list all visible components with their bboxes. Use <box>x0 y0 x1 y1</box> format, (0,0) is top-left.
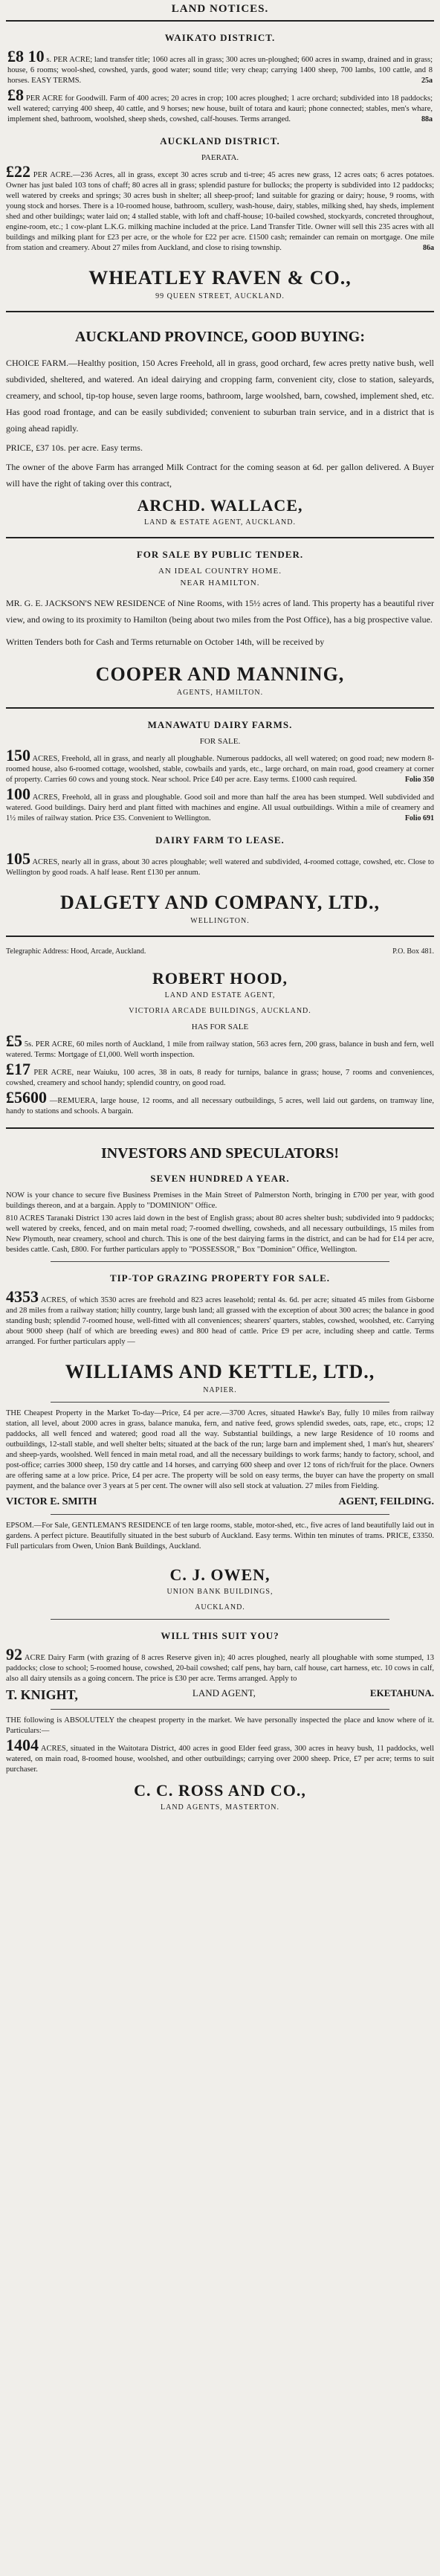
manawatu-subheading: FOR SALE. <box>199 737 241 746</box>
ad-acres: 150 <box>6 746 30 764</box>
hood-sub1: LAND AND ESTATE AGENT, <box>164 991 276 999</box>
ad-ref: Folio 691 <box>404 814 434 822</box>
hood-contact-row <box>6 947 434 956</box>
ad-price: £17 <box>6 1060 30 1078</box>
ad-paragraph <box>7 88 433 125</box>
ad-ref: 86a <box>423 244 434 252</box>
knight-agent-row <box>6 1687 434 1703</box>
ad-text: —REMUERA, large house, 12 rooms, and all necessary outbuildings, 5 acres, well laid out gardens, on tramway line, handy to stations and schools. A bargain. <box>6 1097 435 1115</box>
firm-sub-ross: LAND AGENTS, MASTERTON. <box>161 1803 279 1812</box>
ad-text: PER ACRE.—236 Acres, all in grass, except 30 acres scrub and ti-tree; 45 acres new grass, 12 acres oats; 6 acres potatoes. Owner has just baled 103 tons of chaff; 80 acres all in grass; splendid pasture for bullocks; the property is subdivided into 12 paddocks; well watered by creeks and springs; 30 acres bush in shelter; all sheep-proof; land suitable for grazing or dairy; house, 9 rooms, with young stock and horses. There is a 10-roomed house, bathroom, scullery, wash-house, dairy, stables, milking shed, hay sheds, implement shed and other buildings; water laid on; 4 stalled stable, with loft and chaff-house; 10-bailed cowshed, stockyards, concreted throughout, engine-room, etc.; 1 cow-plant L.K.G. milking machine included at the price. Land Transfer Title. Owner will sell this 235 acres with all buildings and milking plant for £23 per acre, or the whole for £22 per acre. £1500 cash; remainder can remain on mortgage. One mile from station and creamery. About 27 miles from Auckland, and close to rising township. <box>6 171 435 252</box>
firm-sub-williams: NAPIER. <box>203 1386 237 1394</box>
divider <box>6 707 434 709</box>
ad-text: PER ACRE for Goodwill. Farm of 400 acres; 20 acres in crop; 100 acres ploughed; 1 acre orchard; subdivided into 18 paddocks; well watered; carrying 400 sheep, 40 cattle, and 9 horses; new house, built of totara and kauri; phone connected; stables, men's whare, implement shed, bathroom, woolshed, sheep sheds, cowshed, calf-houses. Terms arranged. <box>7 94 433 123</box>
ad-paragraph <box>6 1645 435 1684</box>
hood-sub2: VICTORIA ARCADE BUILDINGS, AUCKLAND. <box>129 1007 311 1015</box>
tender-para-2: Written Tenders both for Cash and Terms returnable on October 14th, will be received by <box>6 637 325 647</box>
land-notices-page <box>6 0 434 1812</box>
ad-text: ACRE Dairy Farm (with grazing of 8 acres Reserve given in); 40 acres ploughed, nearly all ploughable with some stumped, 13 paddocks; close to school; 5-roomed house, cowshed, 20-bail cowshed; calf pens, hay barn, calf house, cart harness, etc. 10 cows in calf, also all dairy utensils as a going concern. The price is £30 per acre. Terms arranged. Apply to <box>6 1654 435 1683</box>
agent-sub-wallace: LAND & ESTATE AGENT, AUCKLAND. <box>143 518 296 527</box>
firm-name-williams: WILLIAMS AND KETTLE, LTD., <box>65 1361 375 1382</box>
firm-name-ross: C. C. ROSS AND CO., <box>134 1781 306 1800</box>
ad-paragraph <box>6 746 435 785</box>
firm-name-cooper: COOPER AND MANNING, <box>95 663 345 685</box>
divider <box>51 1402 389 1403</box>
investors-heading: INVESTORS AND SPECULATORS! <box>100 1145 340 1162</box>
agent-sub1-owen: UNION BANK BUILDINGS, <box>166 1588 274 1596</box>
ad-ref: 88a <box>421 115 433 123</box>
firm-address-wheatley: 99 QUEEN STREET, AUCKLAND. <box>155 292 285 300</box>
firm-sub-cooper: AGENTS, HAMILTON. <box>176 689 264 697</box>
ad-ref: 25a <box>421 77 433 85</box>
agent-name-owen: C. J. OWEN, <box>169 1565 271 1584</box>
divider <box>51 1619 389 1620</box>
ad-text: ACRES, Freehold, all in grass and ploughable. Good soil and more than half the area has been stumped. Well subdivided and watered. Good buildings. Dairy herd and plant fitted with machines and engine. All usual outbuildings. Within a mile of creamery and 1½ miles of railway station. Price £35. Convenient to Wellington. <box>6 793 434 822</box>
ad-price: £8 10 <box>7 47 45 65</box>
divider <box>51 1261 389 1262</box>
cheapest-paragraph: THE Cheapest Property in the Market To-day—Price, £4 per acre.—3700 Acres, situated Hawke's Bay, fully 10 miles from railway station, all level, about 2000 acres in grass, balance manuka, fern, and native feed, grows splendid swedes, oats, rape, etc., crops; 12 paddocks, all well fenced and watered; good road all the way. Substantial buildings, a new large Residence of 10 rooms and outbuildings, 12-stall stable, and well shelter belts; situated at the back of the run; large barn and implement shed, 1 man's hut, shearers' and sheep-yards, woolshed. Well fenced in main metal road, and all the necessary buildings to work farms; handy to factory, school, and post-office; carries 3000 sheep, 150 dry cattle and 14 horses, and carrying 600 sheep and over 12 tons of rich/fruit for the place. Owners are offering same at a low price. Price, £4 per acre. The property will be sold on easy terms, the buyer can have the property on small payment, and the balance over 3 years at 5 per cent. The owner will also sell stock at valuation. 27 miles from Fielding. <box>6 1409 434 1490</box>
waikato-ads <box>6 47 434 125</box>
ad-text: PER ACRE, near Waiuku, 100 acres, 38 in oats, 8 ready for turnips, balance in grass; house, 7 rooms and conveniences, cowshed, creamery and school handy; splendid country, on good road. <box>6 1069 435 1087</box>
ad-acres: 1404 <box>6 1736 39 1754</box>
agent-name-knight: T. KNIGHT, <box>6 1687 78 1702</box>
ad-text: 5s. PER ACRE, 60 miles north of Auckland, 1 mile from railway station, 563 acres fern, 200 grass, balance in bush and fern, well watered. Terms: Mortgage of £1,000. Well worth inspection. <box>6 1040 434 1059</box>
agent-name-smith: VICTOR E. SMITH <box>6 1496 97 1507</box>
divider <box>6 311 434 312</box>
province-para-3: The owner of the above Farm has arranged Milk Contract for the coming season at 6d. per gallon delivered. A Buyer will have the right of taking over this contract, <box>6 462 434 489</box>
willthis-heading: WILL THIS SUIT YOU? <box>161 1630 279 1641</box>
divider <box>6 537 434 538</box>
ad-text: ACRES, Freehold, all in grass, and nearly all ploughable. Numerous paddocks, all well watered; on good road; new modern 8-roomed house, also 6-roomed cottage, woolshed, stable, cowbails and yards, etc., large orchard, on main road, good creamery at corner of property. Carries 60 cows and young stock. Near school. Price £40 per acre. Easy terms. £1000 cash required. <box>6 755 435 784</box>
ad-acres: 105 <box>6 849 30 868</box>
agent-sub2-owen: AUCKLAND. <box>195 1603 245 1611</box>
agent-name-wallace: ARCHD. WALLACE, <box>137 496 303 515</box>
agent-place-knight: EKETAHUNA. <box>369 1687 434 1698</box>
ad-paragraph <box>6 1060 435 1089</box>
cheapest-agent-row <box>6 1496 434 1508</box>
auckland-subheading: PAERATA. <box>201 153 239 162</box>
ad-price: £5 <box>6 1031 22 1050</box>
ad-paragraph <box>6 849 435 878</box>
ad-paragraph <box>6 1088 435 1117</box>
ad-paragraph <box>6 1287 435 1347</box>
hood-telegraphic: Telegraphic Address: Hood, Arcade, Auckland. <box>6 947 146 956</box>
ad-ref: Folio 350 <box>404 776 434 784</box>
divider <box>6 936 434 937</box>
tender-line1: AN IDEAL COUNTRY HOME. <box>158 567 282 576</box>
firm-name-wheatley: WHEATLEY RAVEN & CO., <box>88 267 352 289</box>
divider <box>51 1514 389 1515</box>
ad-paragraph <box>6 162 435 254</box>
ad-price: £8 <box>7 86 24 104</box>
ad-paragraph <box>6 1031 434 1060</box>
tender-para-1: MR. G. E. JACKSON'S NEW RESIDENCE of Nine Rooms, with 15½ acres of land. This property has a beautiful river view, and owing to its proximity to Hamilton (being about two miles from the Post Office), has a big prospective value. <box>6 598 434 625</box>
ad-acres: 92 <box>6 1645 22 1664</box>
investors-para-1: NOW is your chance to secure five Business Premises in the Main Street of Palmerston North, bringing in £700 per year, with good buildings thereon, and at a bargain. Apply to "DOMINION" Office. <box>6 1191 434 1210</box>
waikato-heading: WAIKATO DISTRICT. <box>164 32 276 43</box>
province-para-1: CHOICE FARM.—Healthy position, 150 Acres Freehold, all in grass, good orchard, few acres pretty native bush, well subdivided, sheltered, and watered. An ideal dairying and cropping farm, convenient city, close to station, saleyards, creamery, and school, tip-top house, seven large rooms, bathroom, large woolshed, barn, cowshed, implement shed, etc. Has good road frontage, and can be easily subdivided; convenient to suburban train service, and in a district that is going ahead rapidly. <box>6 358 434 434</box>
hood-has-for-sale: HAS FOR SALE <box>191 1023 249 1031</box>
tiptop-heading: TIP-TOP GRAZING PROPERTY FOR SALE. <box>109 1272 331 1284</box>
epsom-paragraph: EPSOM.—For Sale, GENTLEMAN'S RESIDENCE of ten large rooms, stable, motor-shed, etc., five acres of land beautifully laid out in gardens. A perfect picture. Beautifully situated in the best suburb of Auckland. Easy terms. Within ten minutes of trams. PRICE, £3350. Full particulars from Owen, Union Bank Buildings, Auckland. <box>6 1522 434 1551</box>
absolutely-paragraph: THE following is ABSOLUTELY the cheapest property in the market. We have personally inspected the place and know where of it. Particulars:— <box>6 1716 434 1735</box>
province-heading: AUCKLAND PROVINCE, GOOD BUYING: <box>74 329 365 345</box>
investors-para-2: 810 ACRES Taranaki District 130 acres laid down in the best of English grass; about 80 acres shelter bush; subdivided into 9 paddocks; well watered by creeks, fenced, and on main metal road; 7-roomed dwelling, cowsheds, and all necessary outbuildings, 15 miles from New Plymouth, near creamery, school and church. This is one of the best dairying farms in the district, and can be had for £14 per acre, besides cattle. Cash, £800. For further particulars apply to "POSSESSOR," Box "Dominion" Office, Wellington. <box>6 1214 434 1254</box>
firm-name-dalgety: DALGETY AND COMPANY, LTD., <box>59 892 380 913</box>
ad-paragraph <box>7 47 433 86</box>
ad-price: £22 <box>6 162 30 181</box>
province-para-2: PRICE, £37 10s. per acre. Easy terms. <box>6 442 143 453</box>
ad-text: s. PER ACRE; land transfer title; 1060 acres all in grass; 300 acres un-ploughed; 600 acres in swamp, drained and in grass; house, 6 rooms; wool-shed, cowshed, yards, good water; sound title; very cheap; carrying 1400 sheep, 700 lambs, 100 cattle, and 8 horses. EASY TERMS. <box>7 56 433 85</box>
auckland-heading: AUCKLAND DISTRICT. <box>160 135 280 146</box>
divider <box>6 1127 434 1129</box>
firm-sub-dalgety: WELLINGTON. <box>190 917 250 925</box>
ad-acres: 100 <box>6 785 30 803</box>
manawatu-heading: MANAWATU DAIRY FARMS. <box>147 719 293 730</box>
tender-heading: FOR SALE BY PUBLIC TENDER. <box>136 549 304 560</box>
hood-po-box: P.O. Box 481. <box>392 947 434 956</box>
seven-hundred-heading: SEVEN HUNDRED A YEAR. <box>150 1173 290 1184</box>
tender-line2: NEAR HAMILTON. <box>180 579 260 587</box>
ad-paragraph <box>6 785 434 824</box>
ad-price: £5600 <box>6 1088 47 1107</box>
firm-name-hood: ROBERT HOOD, <box>152 969 288 988</box>
agent-role-knight: LAND AGENT, <box>192 1687 256 1698</box>
page-header: LAND NOTICES. <box>6 0 434 22</box>
lease-heading: DAIRY FARM TO LEASE. <box>155 834 285 846</box>
divider <box>51 1709 389 1710</box>
ad-text: ACRES, of which 3530 acres are freehold and 823 acres leasehold; rental 4s. 6d. per acre; situated 45 miles from Gisborne and 28 miles from a railway station; hilly country, large bush land; all grassed with the exception of about 300 acres; the balance in good standing bush; splendid 7-roomed house, well-fitted with all conveniences; shearers' quarters, stables, cowshed, woolshed, etc. Carrying about 9000 sheep (half of which are breeding ewes) and 800 head of cattle. Price £9 per acre, including sheep and cattle. Terms arranged. For further particulars apply — <box>6 1296 435 1346</box>
ad-text: ACRES, nearly all in grass, about 30 acres ploughable; well watered and subdivided, 4-roomed cottage, cowshed, etc. Close to Wellington by good roads. A half lease. Rent £130 per annum. <box>6 858 435 877</box>
ad-text: ACRES, situated in the Waitotara District, 400 acres in good Elder feed grass, 300 acres in heavy bush, 11 paddocks, well watered, on main road, 8-roomed house, woolshed, and other outbuildings; carrying over 2000 sheep. Price, £7 per acre; terms to suit purchaser. <box>6 1745 435 1774</box>
agent-role-smith: AGENT, FEILDING. <box>338 1496 434 1507</box>
ad-paragraph <box>6 1736 435 1775</box>
ad-acres: 4353 <box>6 1287 39 1306</box>
